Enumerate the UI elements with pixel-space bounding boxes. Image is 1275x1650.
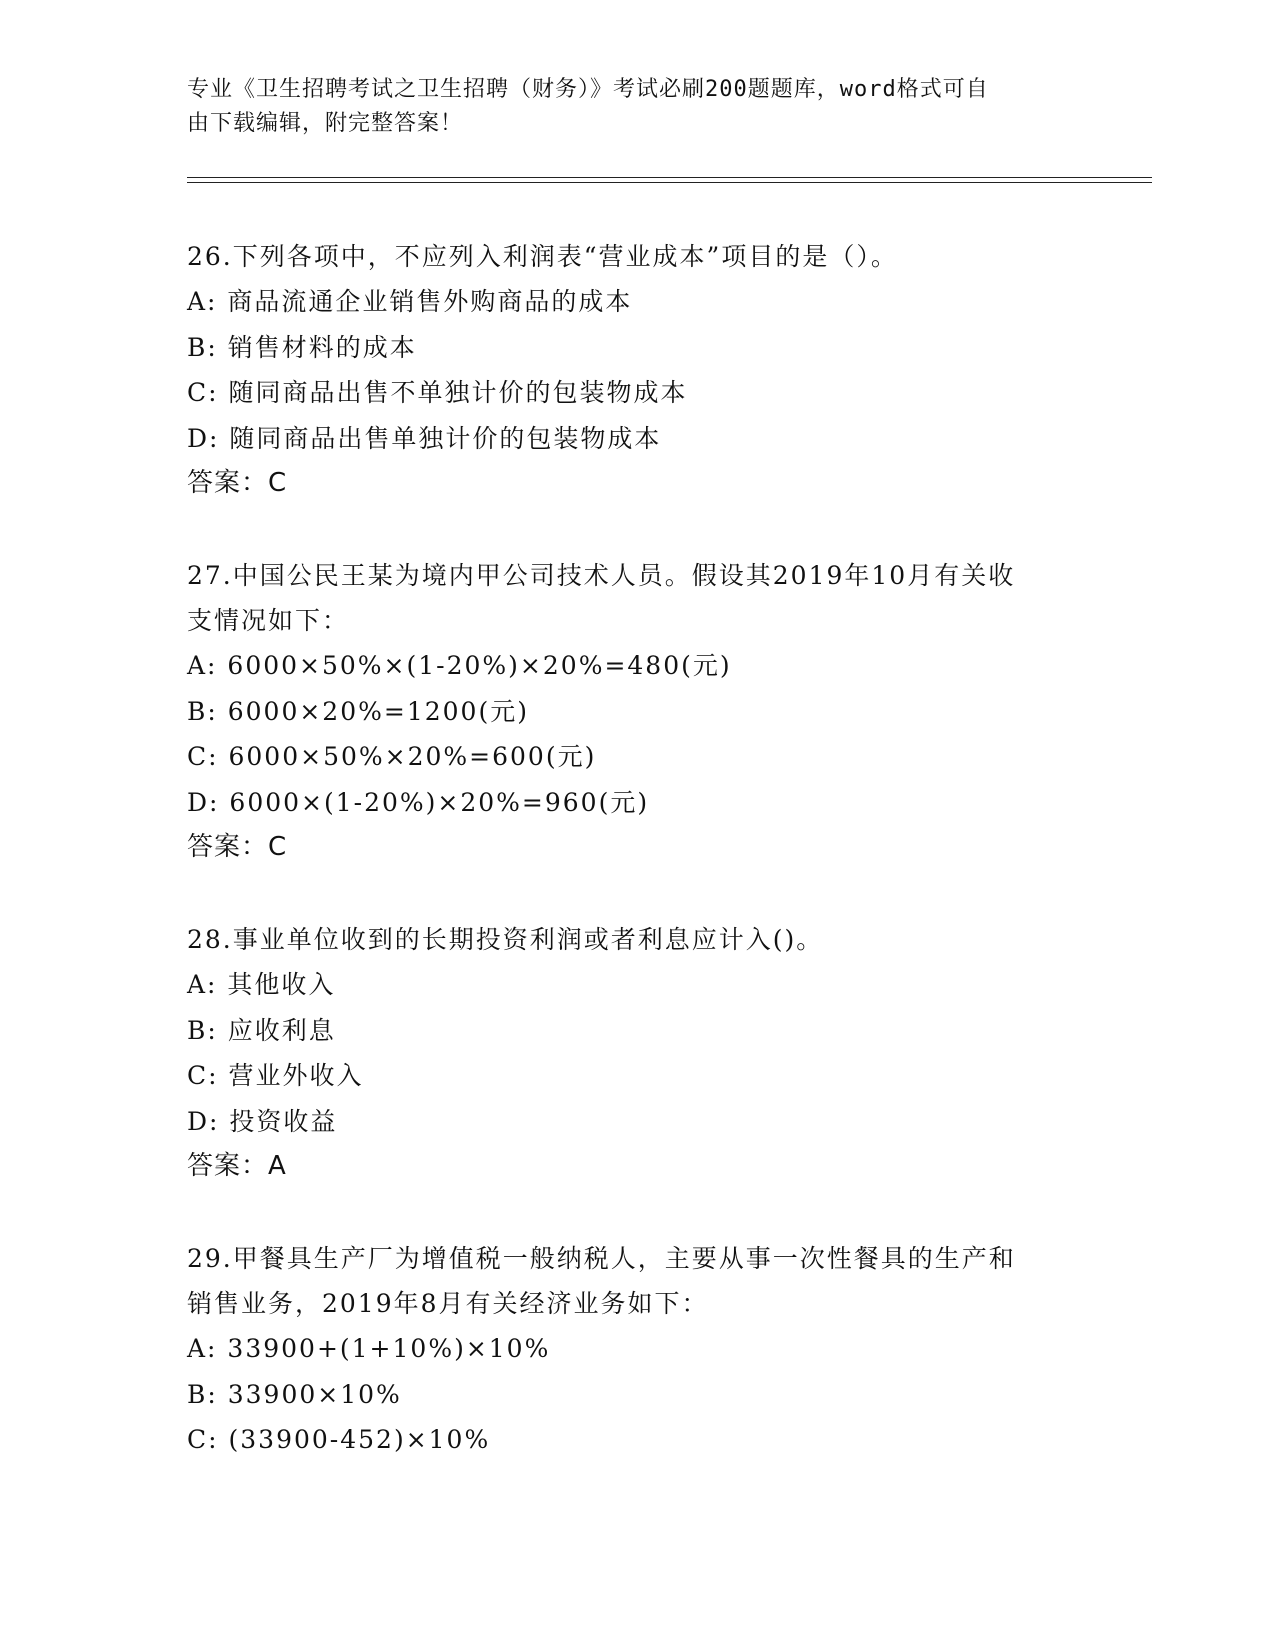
- option-b: B: 33900×10%: [187, 1379, 402, 1409]
- header-divider: [187, 177, 1152, 178]
- answer: 答案：C: [187, 468, 288, 498]
- answer: 答案：A: [187, 1151, 287, 1181]
- option-d: D: 投资收益: [187, 1106, 338, 1136]
- header-divider: [187, 182, 1152, 183]
- document-header: [187, 73, 1087, 141]
- option-b: B: 6000×20%=1200(元): [187, 696, 529, 726]
- question-29: [187, 1236, 1087, 1463]
- question-28: [187, 917, 1087, 1189]
- question-stem: 28.事业单位收到的长期投资利润或者利息应计入()。: [187, 925, 824, 954]
- option-c: C: (33900-452)×10%: [187, 1425, 491, 1454]
- option-a: A: 其他收入: [187, 970, 336, 999]
- option-c: C: 随同商品出售不单独计价的包装物成本: [187, 378, 688, 407]
- option-b: B: 应收利息: [187, 1015, 336, 1045]
- question-27: [187, 553, 1087, 870]
- option-a: A: 6000×50%×(1-20%)×20%=480(元): [187, 651, 732, 680]
- question-stem: 支情况如下：: [187, 606, 350, 635]
- question-stem: 29.甲餐具生产厂为增值税一般纳税人，主要从事一次性餐具的生产和: [187, 1244, 1016, 1273]
- question-stem: 27.中国公民王某为境内甲公司技术人员。假设其2019年10月有关收: [187, 561, 1016, 590]
- option-a: A: 33900+(1+10%)×10%: [187, 1334, 551, 1363]
- question-26: [187, 234, 1087, 506]
- header-line: 专业《卫生招聘考试之卫生招聘（财务）》考试必刷200题题库，word格式可自: [187, 77, 989, 102]
- option-c: C: 营业外收入: [187, 1061, 364, 1090]
- option-d: D: 6000×(1-20%)×20%=960(元): [187, 787, 650, 817]
- option-c: C: 6000×50%×20%=600(元): [187, 742, 597, 771]
- header-line: 由下载编辑，附完整答案！: [187, 111, 464, 136]
- question-stem: 销售业务，2019年8月有关经济业务如下：: [187, 1289, 709, 1318]
- option-b: B: 销售材料的成本: [187, 332, 417, 362]
- option-d: D: 随同商品出售单独计价的包装物成本: [187, 423, 662, 453]
- answer: 答案：C: [187, 832, 288, 862]
- question-stem: 26.下列各项中，不应列入利润表“营业成本”项目的是（）。: [187, 242, 898, 271]
- option-a: A: 商品流通企业销售外购商品的成本: [187, 287, 633, 316]
